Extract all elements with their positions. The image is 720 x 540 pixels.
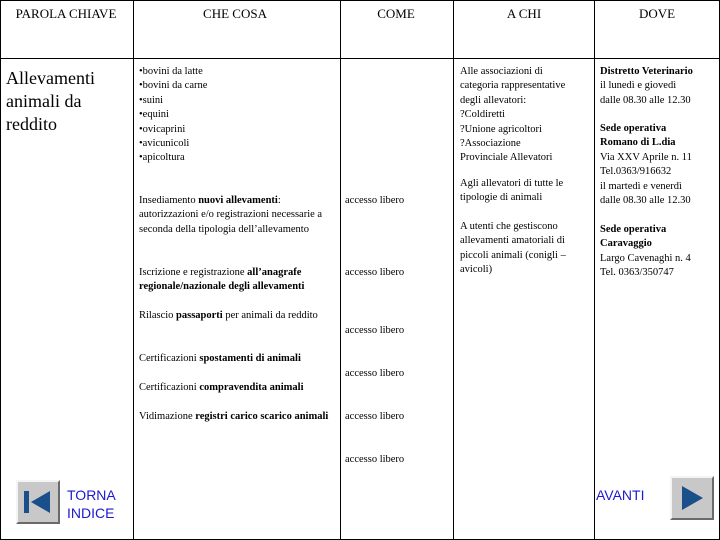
header-who: A CHI	[506, 6, 542, 21]
recipients-all-breeders: Agli allevatori di tutte le tipologie di animali	[460, 178, 564, 204]
column-divider	[340, 0, 341, 540]
location-caravaggio: Sede operativa Caravaggio Largo Cavenaghi n. 4 Tel. 0363/350747	[600, 224, 691, 279]
column-divider	[453, 0, 454, 540]
access-label: accesso libero	[345, 368, 405, 379]
forward-button[interactable]	[670, 476, 714, 520]
list-item: •bovini da carne	[139, 80, 208, 92]
access-label: accesso libero	[345, 411, 405, 422]
skip-back-icon	[18, 482, 58, 522]
service-movements: Certificazioni spostamenti di animali	[139, 353, 301, 364]
access-label: accesso libero	[345, 454, 405, 465]
service-registers: Vidimazione registri carico scarico animali	[139, 411, 329, 422]
location-district: Distretto Veterinario il lunedì e giovedì dalle 08.30 alle 12.30	[600, 66, 693, 106]
service-passports: Rilascio passaporti per animali da reddito	[139, 310, 318, 321]
play-forward-icon	[672, 478, 712, 518]
service-new-farms: Insediamento nuovi allevamenti: autorizzazioni e/o registrazioni necessarie a seconda della tipologia dell’allevamento	[139, 195, 323, 235]
keyword-line: Allevamenti	[6, 68, 95, 88]
list-item: •apicoltura	[139, 152, 185, 164]
back-to-index-link[interactable]: TORNA INDICE	[67, 487, 116, 521]
list-item: •bovini da latte	[139, 66, 203, 77]
access-label: accesso libero	[345, 325, 405, 336]
recipients-amateur: A utenti che gestiscono allevamenti amatoriali di piccoli animali (conigli – avicoli)	[460, 221, 566, 276]
list-item: •avicunicoli	[139, 138, 190, 150]
access-label: accesso libero	[345, 195, 405, 206]
location-romano: Sede operativa Romano di L.dia Via XXV Aprile n. 11 Tel.0363/916632 il martedì e venerdì dalle 08.30 alle 12.30	[600, 123, 692, 207]
column-divider	[133, 0, 134, 540]
access-label: accesso libero	[345, 267, 405, 278]
list-item: •suini	[139, 94, 164, 106]
back-to-index-button[interactable]	[16, 480, 60, 524]
header-keyword: PAROLA CHIAVE	[15, 6, 117, 21]
species-list	[139, 65, 339, 166]
forward-link[interactable]: AVANTI	[596, 487, 645, 503]
service-trade: Certificazioni compravendita animali	[139, 382, 304, 393]
recipients-associations: Alle associazioni di categoria rappresentative degli allevatori: ?Coldiretti ?Unione agricoltori ?Associazione Provinciale Allevatori	[460, 66, 566, 164]
service-registry: Iscrizione e registrazione all’anagrafe regionale/nazionale degli allevamenti	[139, 267, 305, 293]
keyword-line: animali da	[6, 91, 82, 111]
list-item: •equini	[139, 109, 169, 121]
keyword-line: reddito	[6, 114, 57, 134]
header-what: CHE COSA	[203, 6, 267, 21]
header-how: COME	[377, 6, 415, 21]
keyword-cell	[6, 67, 132, 136]
header-where: DOVE	[638, 6, 676, 21]
list-item: •ovicaprini	[139, 123, 186, 135]
column-divider	[594, 0, 595, 540]
